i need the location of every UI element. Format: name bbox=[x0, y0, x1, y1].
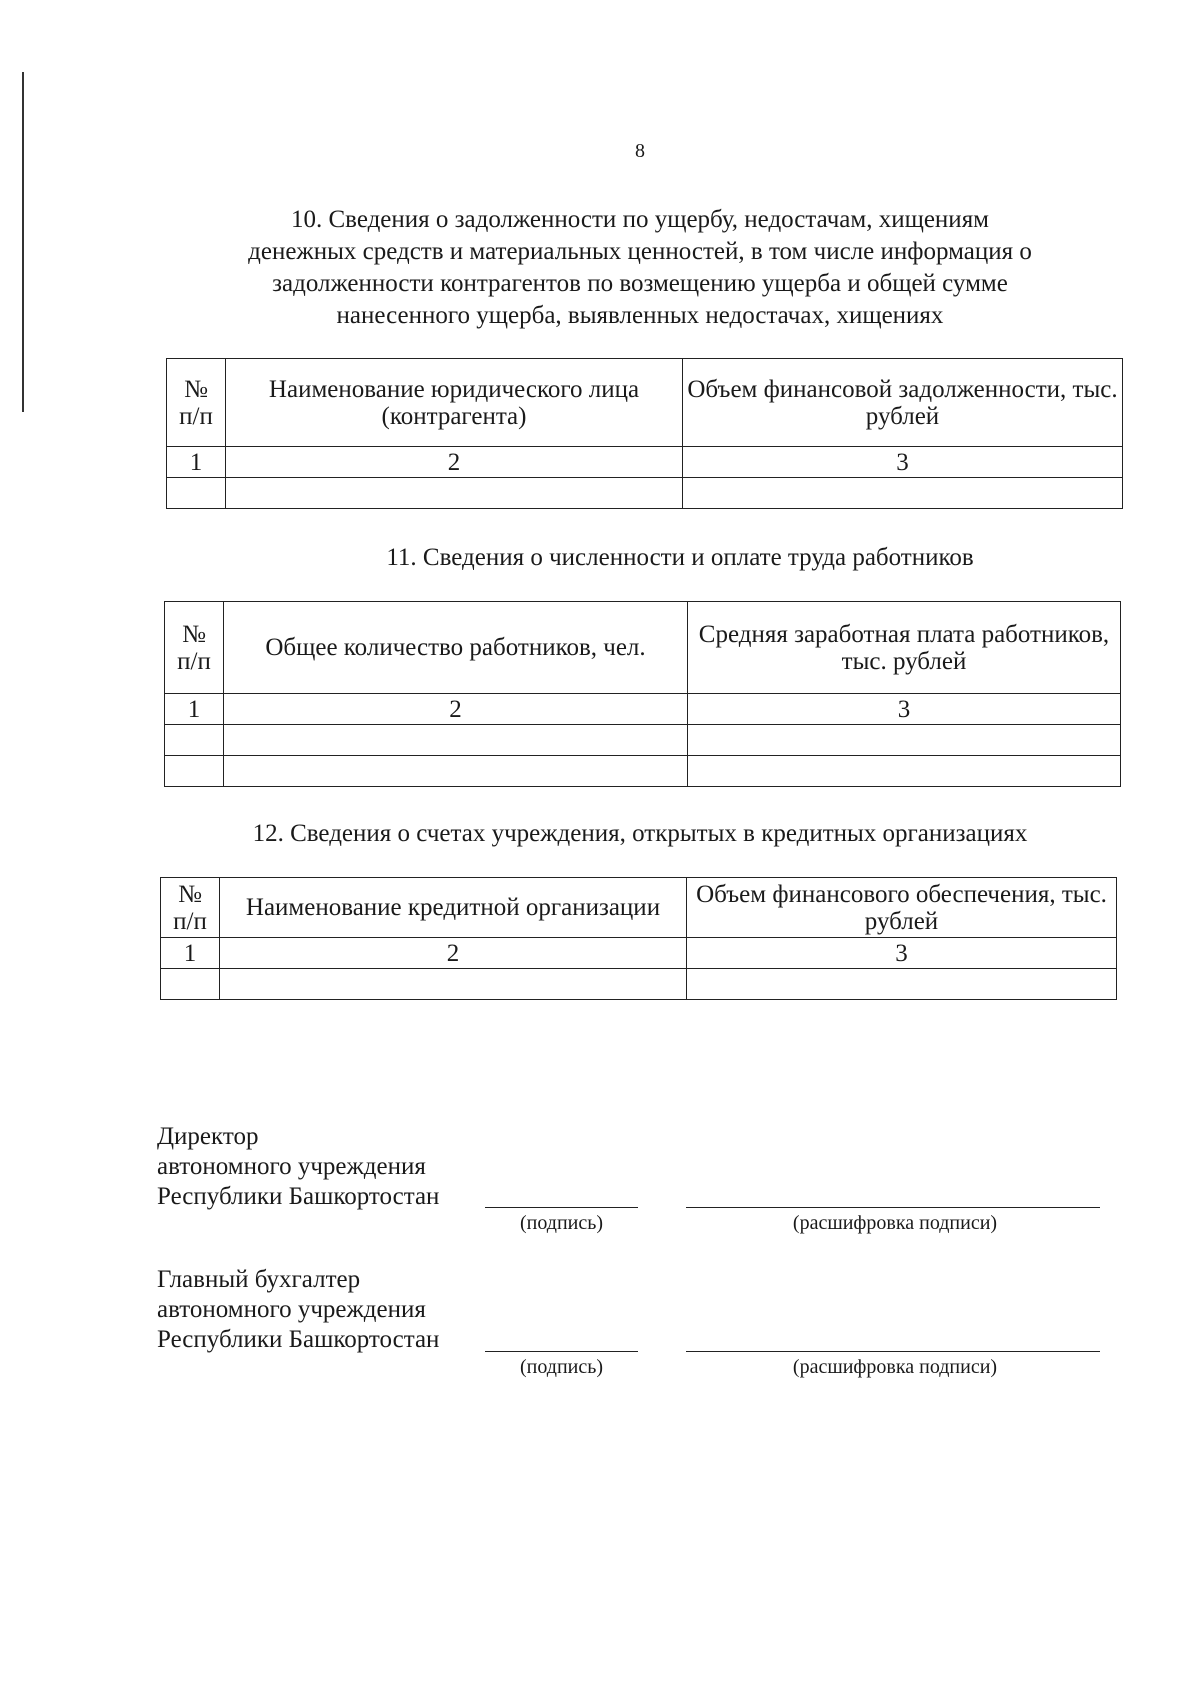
director-signature-line bbox=[485, 1207, 638, 1208]
director-signature-caption: (подпись) bbox=[519, 1212, 604, 1234]
accountant-name-line bbox=[686, 1351, 1100, 1352]
header-number: № п/п bbox=[161, 878, 220, 938]
empty-cell bbox=[224, 725, 688, 756]
director-title bbox=[157, 1122, 439, 1212]
empty-cell bbox=[687, 969, 1117, 1000]
section10-title bbox=[190, 204, 1090, 332]
margin-line bbox=[22, 72, 24, 412]
section11-title: 11. Сведения о численности и оплате труда работников bbox=[386, 544, 974, 571]
director-decode-caption: (расшифровка подписи) bbox=[792, 1212, 998, 1234]
accountant-title-line: автономного учреждения bbox=[157, 1296, 426, 1323]
column-number-3: 3 bbox=[687, 938, 1117, 969]
empty-cell bbox=[165, 725, 224, 756]
empty-cell bbox=[165, 756, 224, 787]
accountant-decode-caption: (расшифровка подписи) bbox=[792, 1356, 998, 1378]
column-number-3: 3 bbox=[683, 447, 1123, 478]
empty-cell bbox=[167, 478, 226, 509]
column-number-1: 1 bbox=[165, 694, 224, 725]
header-number: № п/п bbox=[167, 359, 226, 447]
empty-cell bbox=[220, 969, 687, 1000]
section10-title-line: нанесенного ущерба, выявленных недостачах, хищениях bbox=[336, 302, 944, 329]
director-name-line bbox=[686, 1207, 1100, 1208]
empty-cell bbox=[683, 478, 1123, 509]
section10-title-line: денежных средств и материальных ценностей, в том числе информация о bbox=[248, 238, 1032, 265]
director-title-line: Республики Башкортостан bbox=[157, 1183, 440, 1210]
header-average-salary: Средняя заработная плата работников, тыс. рублей bbox=[688, 602, 1121, 694]
section10-title-line: 10. Сведения о задолженности по ущербу, недостачам, хищениям bbox=[290, 206, 990, 233]
accountant-title bbox=[157, 1265, 439, 1355]
empty-cell bbox=[226, 478, 683, 509]
column-number-2: 2 bbox=[220, 938, 687, 969]
accountant-signature-caption: (подпись) bbox=[519, 1356, 604, 1378]
director-title-line: Директор bbox=[157, 1123, 259, 1150]
accountant-title-line: Республики Башкортостан bbox=[157, 1326, 440, 1353]
accountant-title-line: Главный бухгалтер bbox=[157, 1266, 361, 1293]
staff-table bbox=[164, 601, 1121, 787]
column-number-3: 3 bbox=[688, 694, 1121, 725]
debt-table bbox=[166, 358, 1123, 509]
header-number: № п/п bbox=[165, 602, 224, 694]
page-number: 8 bbox=[635, 140, 645, 162]
accountant-signature-line bbox=[485, 1351, 638, 1352]
header-credit-organization: Наименование кредитной организации bbox=[220, 878, 687, 938]
header-counterparty: Наименование юридического лица (контрагента) bbox=[226, 359, 683, 447]
section10-title-line: задолженности контрагентов по возмещению ущерба и общей сумме bbox=[272, 270, 1008, 297]
accounts-table bbox=[160, 877, 1117, 1000]
empty-cell bbox=[688, 725, 1121, 756]
empty-cell bbox=[688, 756, 1121, 787]
empty-cell bbox=[224, 756, 688, 787]
director-title-line: автономного учреждения bbox=[157, 1153, 426, 1180]
empty-cell bbox=[161, 969, 220, 1000]
column-number-2: 2 bbox=[224, 694, 688, 725]
section12-title: 12. Сведения о счетах учреждения, открытых в кредитных организациях bbox=[252, 820, 1028, 847]
header-funding-volume: Объем финансового обеспечения, тыс. рублей bbox=[687, 878, 1117, 938]
column-number-2: 2 bbox=[226, 447, 683, 478]
header-staff-count: Общее количество работников, чел. bbox=[224, 602, 688, 694]
column-number-1: 1 bbox=[161, 938, 220, 969]
header-debt-volume: Объем финансовой задолженности, тыс. рублей bbox=[683, 359, 1123, 447]
column-number-1: 1 bbox=[167, 447, 226, 478]
